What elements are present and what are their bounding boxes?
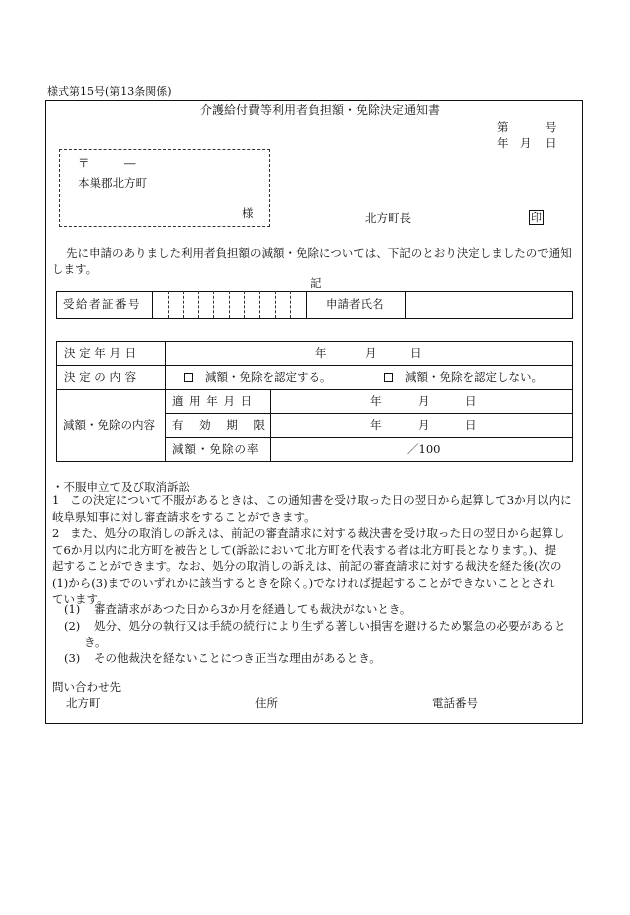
appeal-item-3-text: その他裁決を経ないことにつき正当な理由があるとき。 <box>94 651 381 665</box>
doc-date-day: 日 <box>545 136 557 150</box>
appeal-p2-line5: ています。 <box>52 592 109 606</box>
digit-divider <box>213 291 214 318</box>
form-number: 様式第15号(第13条関係) <box>47 85 172 98</box>
doc-number-dai: 第 <box>497 120 509 134</box>
appeal-item-1-num: (1) <box>64 602 81 616</box>
contact-phone-label: 電話番号 <box>432 696 478 710</box>
table2-bottom-border <box>56 461 573 462</box>
doc-number-gou: 号 <box>545 120 557 134</box>
appeal-p2-line4: (1)から(3)までのいずれかに該当するときを除く。)でなければ提起することができないこととされ <box>52 575 555 590</box>
digit-divider <box>259 291 260 318</box>
intro-line-2: します。 <box>52 262 98 276</box>
digit-divider <box>183 291 184 318</box>
table1-left-border <box>56 291 57 318</box>
issuer: 北方町長 <box>365 211 411 225</box>
decision-date-day: 日 <box>410 346 422 360</box>
appeal-item-3-num: (3) <box>64 651 81 665</box>
table1-divider-number <box>306 291 307 318</box>
document-title: 介護給付費等利用者負担額・免除決定通知書 <box>200 103 441 117</box>
intro-line-1: 先に申請のありました利用者負担額の減額・免除については、下記のとおり決定しましたので通知 <box>66 246 572 260</box>
seal-mark <box>529 210 544 225</box>
reduction-content-label: 減額・免除の内容 <box>63 418 155 432</box>
digit-divider <box>244 291 245 318</box>
decision-date-month: 月 <box>365 346 377 360</box>
valid-period-label: 有 効 期 限 <box>172 418 271 432</box>
doc-date-year: 年 <box>497 136 509 150</box>
digit-divider <box>168 291 169 318</box>
apply-date-day: 日 <box>465 394 477 408</box>
contact-address-label: 住所 <box>255 696 278 710</box>
apply-date-year: 年 <box>370 394 382 408</box>
appeal-item-2-cont: き。 <box>84 635 107 649</box>
decision-date-year: 年 <box>315 346 327 360</box>
apply-date-label: 適 用 年 月 日 <box>172 394 254 408</box>
decision-date-label: 決 定 年 月 日 <box>64 346 137 360</box>
rate-label: 減額・免除の率 <box>172 442 260 456</box>
table1-divider-label <box>152 291 153 318</box>
table1-right-border <box>572 291 573 318</box>
appeal-item-2-text: 処分、処分の執行又は手続の続行により生ずる著しい損害を避けるため緊急の必要があると <box>94 618 566 633</box>
digit-divider <box>198 291 199 318</box>
reject-checkbox[interactable] <box>384 373 393 382</box>
appeal-p2-num: 2 <box>52 526 60 540</box>
approve-checkbox[interactable] <box>184 373 193 382</box>
valid-period-month: 月 <box>418 418 430 432</box>
table2-row-line-4 <box>165 437 573 438</box>
appeal-item-2-num: (2) <box>64 618 81 633</box>
table1-top-border <box>56 291 573 292</box>
appeal-p2-line1: また、処分の取消しの訴えは、前記の審査請求に対する裁決書を受け取った日の翌日から起算し <box>70 526 565 540</box>
table2-label-divider <box>165 341 166 461</box>
appeal-heading: ・不服申立て及び取消訴訟 <box>52 480 190 494</box>
appeal-p2-line2: て6か月以内に北方町を被告として(訴訟において北方町を代表する者は北方町長となります。)、提 <box>52 542 557 557</box>
seal-text: 印 <box>531 211 542 224</box>
appeal-p1-num: 1 <box>52 493 60 507</box>
contact-heading: 問い合わせ先 <box>52 680 121 694</box>
valid-period-year: 年 <box>370 418 382 432</box>
contact-office: 北方町 <box>66 696 101 710</box>
honorific-sama: 様 <box>242 206 254 220</box>
address-town: 本巣郡北方町 <box>78 176 147 190</box>
digit-divider <box>229 291 230 318</box>
appeal-p1-line2: 岐阜県知事に対し審査請求をすることができます。 <box>52 509 316 524</box>
valid-period-day: 日 <box>465 418 477 432</box>
table2-row-line-3 <box>165 413 573 414</box>
option-approve <box>184 372 332 384</box>
table2-row-line-1 <box>56 365 573 366</box>
table2-top-border <box>56 341 573 342</box>
appeal-p1-line1: この決定について不服があるときは、この通知書を受け取った日の翌日から起算して3か月以内に <box>70 493 572 507</box>
option-approve-text: 減額・免除を認定する。 <box>205 370 332 384</box>
ki-label: 記 <box>310 276 322 290</box>
digit-divider <box>275 291 276 318</box>
recipient-number-label: 受給者証番号 <box>63 297 141 311</box>
option-reject-text: 減額・免除を認定しない。 <box>405 370 543 384</box>
appeal-p2-line3: 起することができます。なお、処分の取消しの訴えは、前記の審査請求に対する裁決を経た後(次の <box>52 559 562 573</box>
applicant-name-label: 申請者氏名 <box>326 297 384 311</box>
postal-dash: ― <box>124 156 136 170</box>
digit-divider <box>290 291 291 318</box>
apply-date-month: 月 <box>418 394 430 408</box>
decision-content-label: 決 定 の 内 容 <box>64 370 137 384</box>
table1-divider-applicant <box>405 291 406 318</box>
table2-left-border <box>56 341 57 461</box>
option-reject <box>384 372 543 384</box>
table2-right-border <box>572 341 573 461</box>
appeal-item-1-text: 審査請求があつた日から3か月を経過しても裁決がないとき。 <box>94 602 412 616</box>
rate-value: ／100 <box>407 442 441 456</box>
doc-date-month: 月 <box>520 136 532 150</box>
table1-bottom-border <box>56 318 573 319</box>
postal-mark: 〒 <box>78 156 90 170</box>
table2-row-line-2 <box>56 389 573 390</box>
